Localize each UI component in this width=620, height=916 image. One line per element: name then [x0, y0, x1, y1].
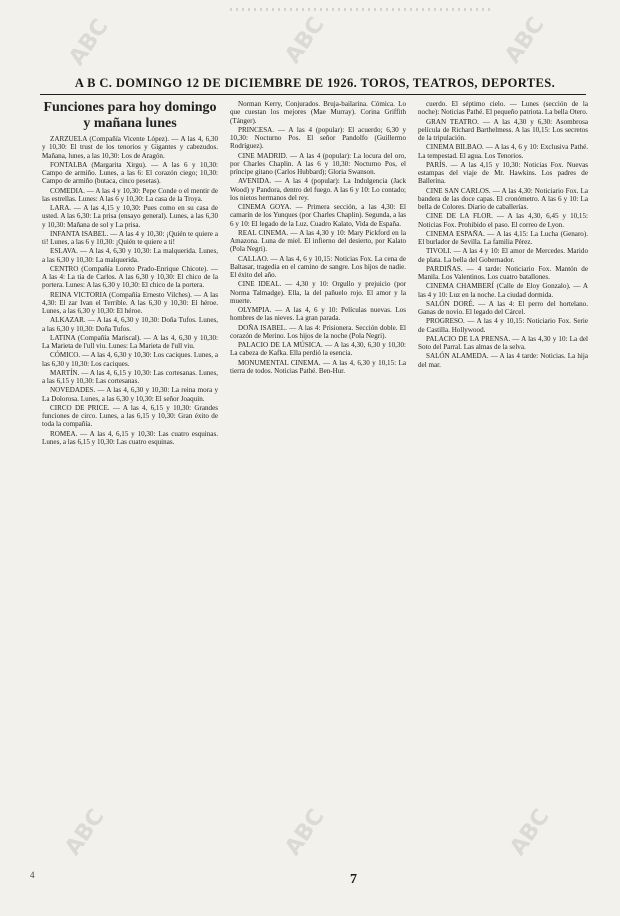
listing-paragraph: CALLAO. — A las 4, 6 y 10,15: Noticias Fox. La cena de Baltasar, tragedia en el camino de sangre. Los hijos de nadie. El éxito del año.: [230, 254, 406, 279]
listing-paragraph: REAL CINEMA. — A las 4,30 y 10: Mary Pickford en la Amazona. Luna de miel. El infierno del desierto, por Kalato (Pola Negri).: [230, 228, 406, 254]
top-scan-noise: [230, 8, 490, 11]
listing-paragraph: cuerdo. El séptimo cielo. — Lunes (sección de la noche): Noticias Pathé. El pequeño patriota. La bella Otero.: [418, 100, 588, 117]
column-3: [418, 100, 588, 870]
listing-paragraph: CENTRO (Compañía Loreto Prado-Enrique Chicote). — A las 4: La tía de Carlos. A las 6,30 y 10,30: El chico de la portera. Lunes: A las 6,30 y 10,30: El chico de la portera.: [42, 264, 218, 290]
section-title: Funciones para hoy domingo y mañana lunes: [43, 100, 217, 131]
listing-paragraph: PROGRESO. — A las 4 y 10,15: Noticiario Fox. Serie de Castilla. Hollywood.: [418, 317, 588, 334]
abc-watermark: ABC: [64, 14, 114, 71]
listing-paragraph: PARDIÑAS. — 4 tarde: Noticiario Fox. Mantón de Manila. Los Valentinos. Los cuatro batallones.: [418, 264, 588, 281]
listing-paragraph: OLYMPIA. — A las 4, 6 y 10: Películas nuevas. Los hombres de las nieves. La gran parada.: [230, 306, 406, 323]
column-2: [230, 100, 406, 870]
listing-paragraph: SALÓN ALAMEDA. — A las 4 tarde: Noticias. La hija del mar.: [418, 352, 588, 369]
header-rule: [40, 94, 586, 95]
listing-paragraph: AVENIDA. — A las 4 (popular): La Indulgencia (Jack Wood) y Pandora, dentro del fuego. A las 6 y 10: Lo contado; los nietos hermanos del rey.: [230, 177, 406, 202]
listing-paragraph: NOVEDADES. — A las 4, 6,30 y 10,30: La reina mora y La Dolorosa. Lunes, a las 6,30 y 10,30: El señor Joaquín.: [42, 386, 218, 403]
listing-paragraph: PALACIO DE LA MÚSICA. — A las 4,30, 6,30 y 10,30: La cabeza de Kafka. Ella perdió la esencia.: [230, 341, 406, 358]
margin-mark: 4: [30, 870, 35, 880]
listing-paragraph: CIRCO DE PRICE. — A las 4, 6,15 y 10,30: Grandes funciones de circo. Lunes, a las 6,15 y 10,30: Gran éxito de toda la compañía.: [42, 403, 218, 429]
listing-paragraph: SALÓN DORÉ. — A las 4: El perro del hortelano. Ganas de novio. El legado del Cárcel.: [418, 299, 588, 316]
abc-watermark: ABC: [280, 12, 330, 69]
listing-paragraph: PRINCESA. — A las 4 (popular): El acuerdo; 6,30 y 10,30: Nocturno Pos. El señor Pandolfo (Guillermo Rodríguez).: [230, 125, 406, 151]
listing-paragraph: COMEDIA. — A las 4 y 10,30: Pepe Conde o el mentir de las estrellas. Lunes: A las 6 y 10,30: La casa de la Troya.: [42, 186, 218, 203]
listing-paragraph: CINEMA CHAMBERÍ (Calle de Eloy Gonzalo). — A las 4 y 10: Luz en la noche. La ciudad dormida.: [418, 282, 588, 299]
abc-watermark: ABC: [280, 804, 330, 861]
listing-paragraph: ZARZUELA (Compañía Vicente López). — A las 4, 6,30 y 10,30: El trust de los tenorios y Gigantes y cabezudos. Mañana, lunes, a las 10,30: Los de Aragón.: [42, 135, 218, 160]
listing-paragraph: TIVOLI. — A las 4 y 10: El amor de Mercedes. Marido de plata. La bella del Gobernador.: [418, 247, 588, 264]
listing-paragraph: CINE SAN CARLOS. — A las 4,30: Noticiario Fox. La bandera de las doce capas. El cronómetro. A las 6 y 10: La bella de Colores. Diario de caballerías.: [418, 186, 588, 211]
listing-paragraph: MARTÍN. — A las 4, 6,15 y 10,30: Las cortesanas. Lunes, a las 6,15 y 10,30: Las cortesanas.: [42, 368, 218, 385]
listing-paragraph: LATINA (Compañía Mariscal). — A las 4, 6,30 y 10,30: La Marieta de l'ull viu. Lunes: La Marieta de l'ull viu.: [42, 333, 218, 350]
abc-watermark: ABC: [505, 804, 555, 861]
listing-paragraph: DOÑA ISABEL. — A las 4: Prisionera. Sección doble. El corazón de Merino. Los hijos de la noche (Pola Negri).: [230, 323, 406, 340]
listing-paragraph: ROMEA. — A las 4, 6,15 y 10,30: Las cuatro esquinas. Lunes, a las 6,15 y 10,30: Las cuatro esquinas.: [42, 429, 218, 446]
abc-watermark: ABC: [500, 12, 550, 69]
listing-paragraph: CÓMICO. — A las 4, 6,30 y 10,30: Los caciques. Lunes, a las 6,30 y 10,30: Los caciques.: [42, 351, 218, 368]
listing-paragraph: CINE IDEAL. — 4,30 y 10: Orgullo y prejuicio (por Norma Talmadge). Ella, la del pañuelo rojo. El amor y la muerte.: [230, 280, 406, 305]
listing-paragraph: Norman Kerry, Conjurados. Bruja-bailarina. Cómica. Lo que cuestan los mejores (Mae Murray). Corina Griffith (Tánger).: [230, 100, 406, 125]
listing-paragraph: ESLAVA. — A las 4, 6,30 y 10,30: La malquerida. Lunes, a las 6,30 y 10,30: La malquerida.: [42, 247, 218, 264]
listing-paragraph: INFANTA ISABEL. — A las 4 y 10,30: ¡Quién te quiere a ti! Lunes, a las 6 y 10,30: ¡Quién te quiere a ti!: [42, 229, 218, 246]
page-header: A B C. DOMINGO 12 DE DICIEMBRE DE 1926. TOROS, TEATROS, DEPORTES.: [74, 76, 556, 90]
listing-paragraph: PARÍS. — A las 4,15 y 10,30: Noticias Fox. Nuevas estampas del viaje de Mr. Hawkins. Los padres de Ballerina.: [418, 160, 588, 186]
listing-paragraph: CINEMA ESPAÑA. — A las 4,15: La Lucha (Genaro). El burlador de Sevilla. La familia Pérez.: [418, 229, 588, 246]
listing-paragraph: CINEMA BILBAO. — A las 4, 6 y 10: Exclusiva Pathé. La tempestad. El agua. Los Tenorios.: [418, 143, 588, 160]
listing-paragraph: MONUMENTAL CINEMA. — A las 4, 6,30 y 10,15: La tierra de todos. Noticias Pathé. Ben-Hur.: [230, 358, 406, 375]
page-number: 7: [350, 872, 357, 887]
listing-paragraph: PALACIO DE LA PRENSA. — A las 4,30 y 10: La del Soto del Parral. Las almas de la selva.: [418, 334, 588, 351]
listing-paragraph: GRAN TEATRO. — A las 4,30 y 6,30: Asombrosa película de Richard Barthelmess. A las 10,15: Los secretos de la tripulación.: [418, 117, 588, 142]
listing-paragraph: ALKAZAR. — A las 4, 6,30 y 10,30: Doña Tufos. Lunes, a las 6,30 y 10,30: Doña Tufos.: [42, 316, 218, 333]
listing-paragraph: REINA VICTORIA (Compañía Ernesto Vilches). — A las 4,30: El zar Ivan el Terrible. A las 6,30 y 10,30: El héroe. Lunes, a las 6,30 y 10,30: El héroe.: [42, 290, 218, 315]
column-1: [42, 100, 218, 870]
listing-paragraph: CINE DE LA FLOR. — A las 4,30, 6,45 y 10,15: Noticias Fox. Prohibido el paso. El correo de Lyon.: [418, 212, 588, 229]
abc-watermark: ABC: [60, 804, 110, 861]
listing-paragraph: CINE MADRID. — A las 4 (popular): La locura del oro, por Charles Chaplin. A las 6 y 10,30: Nocturno Pos, el príncipe gitano (Carlos Hubbard); Gloria Swanson.: [230, 151, 406, 176]
listing-paragraph: CINEMA GOYA. — Primera sección, a las 4,30: El camarín de los Yunques (por Charles Chaplin). Segunda, a las 6 y 10: El legado de la Luz. Cuadro Kalato, Vida de España.: [230, 203, 406, 228]
listing-paragraph: LARA. — A las 4,15 y 10,30: Pues como en su casa de usted. A las 6,30: La prisa (ensayo general). Lunes, a las 6,30 y 10,30: Mañana de sol y La prisa.: [42, 204, 218, 229]
listing-paragraph: FONTALBA (Margarita Xirgu). — A las 6 y 10,30: Campo de armiño. Lunes, a las 6: El corazón ciego; 10,30: Campo de armiño (butaca, cinco pesetas).: [42, 160, 218, 186]
